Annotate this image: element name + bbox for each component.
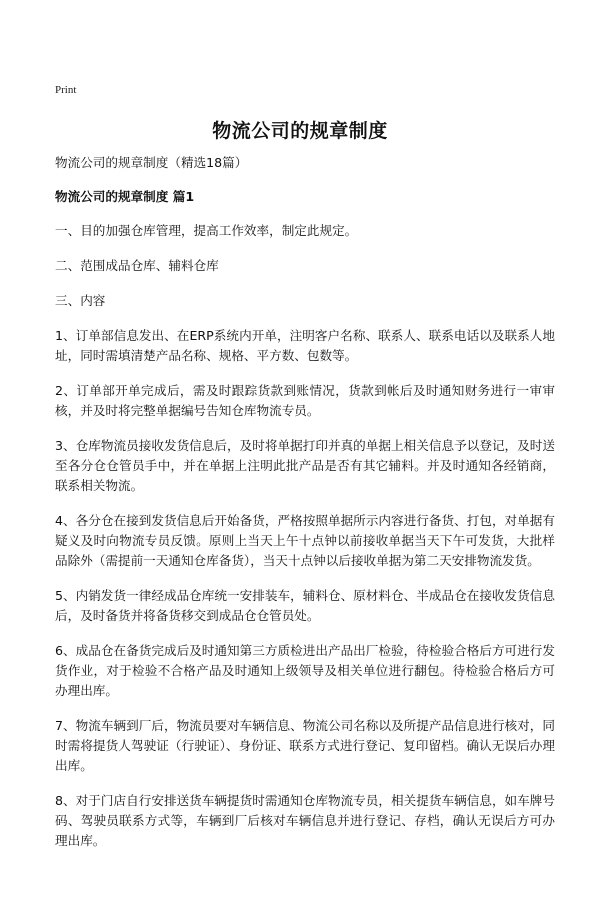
- print-label: Print: [55, 84, 77, 96]
- paragraph-item-4: 4、各分仓在接到发货信息后开始备货，严格按照单据所示内容进行备货、打包，对单据有疑义及时向物流专员反馈。原则上当天上午十点钟以前接收单据当天下午可发货，大批样品除外（需提前一天通知仓库备货），当天十点钟以后接收单据为第二天安排物流发货。: [55, 513, 555, 568]
- document-subtitle: 物流公司的规章制度（精选18篇）: [55, 155, 248, 170]
- paragraph-item-8: 8、对于门店自行安排送货车辆提货时需通知仓库物流专员，相关提货车辆信息，如车牌号码、驾驶员联系方式等，车辆到厂后核对车辆信息并进行登记、存档，确认无误后方可办理出库。: [55, 793, 555, 848]
- paragraph-item-6: 6、成品仓在备货完成后及时通知第三方质检进出产品出厂检验，待检验合格后方可进行发货作业，对于检验不合格产品及时通知上级领导及相关单位进行翻包。待检验合格后方可办理出库。: [55, 643, 555, 698]
- paragraph-scope: 二、范围成品仓库、辅料仓库: [55, 258, 219, 273]
- paragraph-item-3: 3、仓库物流员接收发货信息后，及时将单据打印并真的单据上相关信息予以登记，及时送至各分仓仓管员手中，并在单据上注明此批产品是否有其它辅料。并及时通知各经销商，联系相关物流。: [55, 438, 555, 493]
- paragraph-item-7: 7、物流车辆到厂后，物流员要对车辆信息、物流公司名称以及所提产品信息进行核对，同时需将提货人驾驶证（行驶证）、身份证、联系方式进行登记、复印留档。确认无误后办理出库。: [55, 718, 555, 773]
- page-title: 物流公司的规章制度: [212, 120, 388, 142]
- paragraph-item-2: 2、订单部开单完成后，需及时跟踪货款到账情况，货款到帐后及时通知财务进行一审审核，并及时将完整单据编号告知仓库物流专员。: [55, 383, 555, 418]
- paragraph-item-1: 1、订单部信息发出、在ERP系统内开单，注明客户名称、联系人、联系电话以及联系人地址，同时需填清楚产品名称、规格、平方数、包数等。: [55, 328, 555, 363]
- document-body: [55, 153, 555, 866]
- paragraph-purpose: 一、目的加强仓库管理，提高工作效率，制定此规定。: [55, 223, 358, 238]
- paragraph-content-heading: 三、内容: [55, 293, 106, 308]
- paragraph-item-5: 5、内销发货一律经成品仓库统一安排装车，辅料仓、原材料仓、半成品仓在接收发货信息后，及时备货并将备货移交到成品仓仓管员处。: [55, 588, 555, 623]
- section-heading: 物流公司的规章制度 篇1: [55, 189, 195, 204]
